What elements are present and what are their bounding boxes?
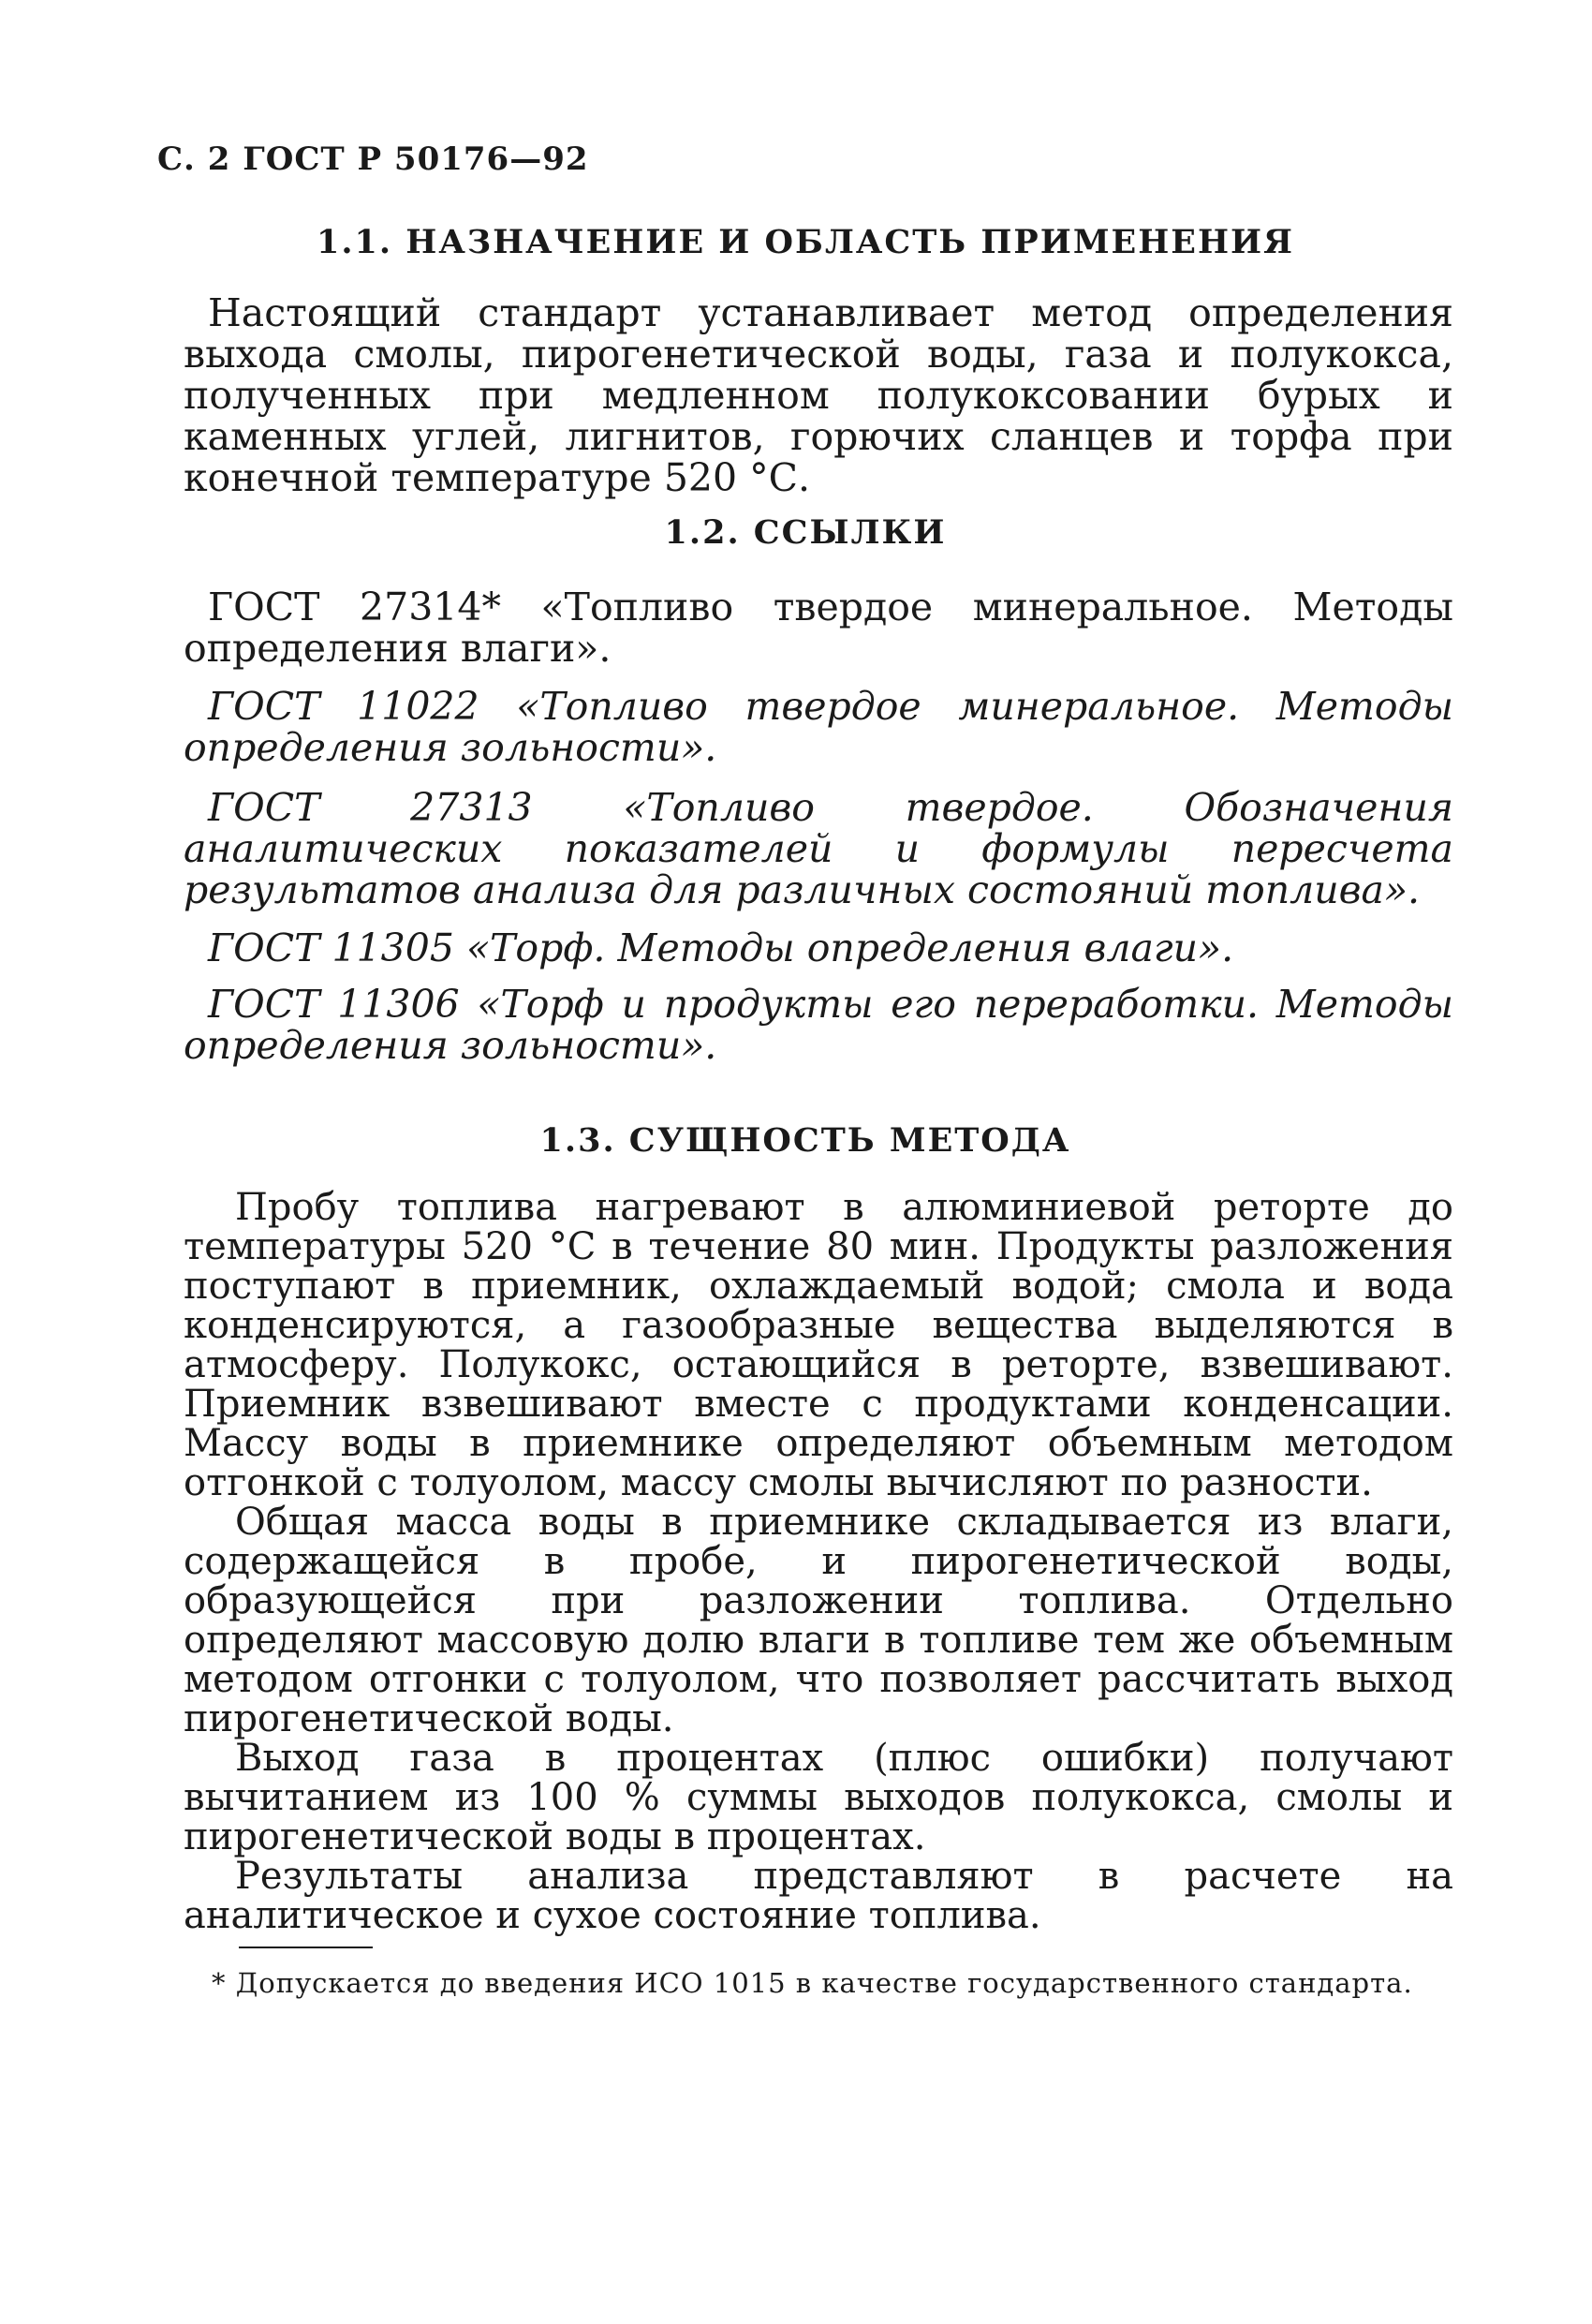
method-paragraph: Общая масса воды в приемнике складывается из влаги, содержащейся в пробе, и пирогенетической воды, образующейся при разложении топлива. Отдельно определяют массовую долю влаги в топливе тем же объемным методом отгонки с толуолом, что позволяет рассчитать выход пирогенетической воды.	[184, 1501, 1453, 1740]
method-paragraph: Пробу топлива нагревают в алюминиевой реторте до температуры 520 °С в течение 80 мин. Продукты разложения поступают в приемник, охлаждаемый водой; смола и вода конденсируются, а газообразные вещества выделяются в атмосферу. Полукокс, остающийся в реторте, взвешивают. Приемник взвешивают вместе с продуктами конденсации. Массу воды в приемнике определяют объемным методом отгонкой с толуолом, массу смолы вычисляют по разности.	[184, 1186, 1453, 1504]
reference-item: ГОСТ 27313 «Топливо твердое. Обозначения аналитических показателей и формулы пересчета результатов анализа для различных состояний топлива».	[184, 785, 1453, 912]
section-1-3-body	[184, 1188, 1453, 1935]
footnote: * Допускается до введения ИСО 1015 в качестве государственного стандарта.	[212, 1967, 1413, 1999]
section-heading-1-1: 1.1. НАЗНАЧЕНИЕ И ОБЛАСТЬ ПРИМЕНЕНИЯ	[317, 223, 1294, 261]
method-paragraph: Выход газа в процентах (плюс ошибки) получают вычитанием из 100 % суммы выходов полукокса, смолы и пирогенетической воды в процентах.	[184, 1737, 1453, 1858]
reference-item: ГОСТ 27314* «Топливо твердое минеральное. Методы определения влаги».	[184, 585, 1453, 671]
section-heading-1-2: 1.2. ССЫЛКИ	[664, 513, 947, 552]
method-paragraph: Результаты анализа представляют в расчете на аналитическое и сухое состояние топлива.	[184, 1855, 1453, 1937]
reference-item: ГОСТ 11306 «Торф и продукты его переработки. Методы определения зольности».	[184, 982, 1453, 1068]
reference-item: ГОСТ 11022 «Топливо твердое минеральное. Методы определения зольности».	[184, 684, 1453, 770]
section-heading-1-3: 1.3. СУЩНОСТЬ МЕТОДА	[539, 1121, 1071, 1160]
footnote-divider	[239, 1947, 373, 1948]
page-header: С. 2 ГОСТ Р 50176—92	[157, 141, 589, 178]
reference-item: ГОСТ 11305 «Торф. Методы определения влаги».	[208, 925, 1234, 970]
section-1-1-text: Настоящий стандарт устанавливает метод определения выхода смолы, пирогенетической воды, газа и полукокса, полученных при медленном полукоксовании бурых и каменных углей, лигнитов, горючих сланцев и торфа при конечной температуре 520 °С.	[184, 290, 1453, 500]
